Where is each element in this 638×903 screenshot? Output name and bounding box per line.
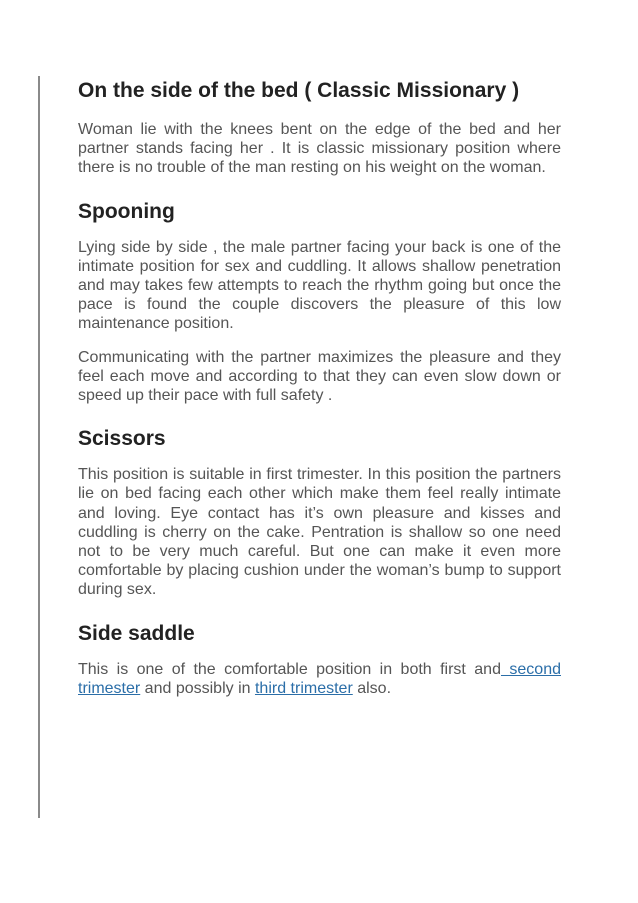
paragraph-text: This is one of the comfortable position in both first and	[78, 660, 501, 678]
section-paragraph: This position is suitable in first trimester. In this position the partners lie on bed facing each other which make them feel really intimate and loving. Eye contact has it’s own pleasure and kisses and cuddling is cherry on the cake. Pentration is shallow so one need not to be very much careful. But one can make it even more comfortable by placing cushion under the woman’s bump to support during sex.	[78, 466, 561, 599]
paragraph-text: also.	[352, 679, 392, 697]
paragraph-text: and possibly in	[140, 679, 255, 697]
section-paragraph-side-saddle	[78, 660, 561, 698]
section-paragraph: Communicating with the partner maximizes the pleasure and they feel each move and according to that they can even slow down or speed up their pace with full safety .	[78, 348, 561, 405]
section-title-scissors: Scissors	[78, 427, 166, 451]
section-title-spooning: Spooning	[78, 199, 175, 223]
section-paragraph: Woman lie with the knees bent on the edge of the bed and her partner stands facing her . It is classic missionary position where there is no trouble of the man resting on his weight on the woman.	[78, 121, 561, 177]
section-title-classic-missionary: On the side of the bed ( Classic Missionary )	[78, 79, 520, 102]
third-trimester-link[interactable]: third trimester	[254, 679, 353, 697]
page-margin-rule	[38, 76, 40, 818]
section-paragraph: Lying side by side , the male partner facing your back is one of the intimate position for sex and cuddling. It allows shallow penetration and may takes few attempts to reach the rhythm going but once the pace is found the couple discovers the pleasure of this low maintenance position.	[78, 238, 561, 333]
second-trimester-link[interactable]: second trimester	[78, 660, 561, 697]
document-body	[78, 78, 561, 698]
section-title-side-saddle: Side saddle	[78, 621, 195, 645]
